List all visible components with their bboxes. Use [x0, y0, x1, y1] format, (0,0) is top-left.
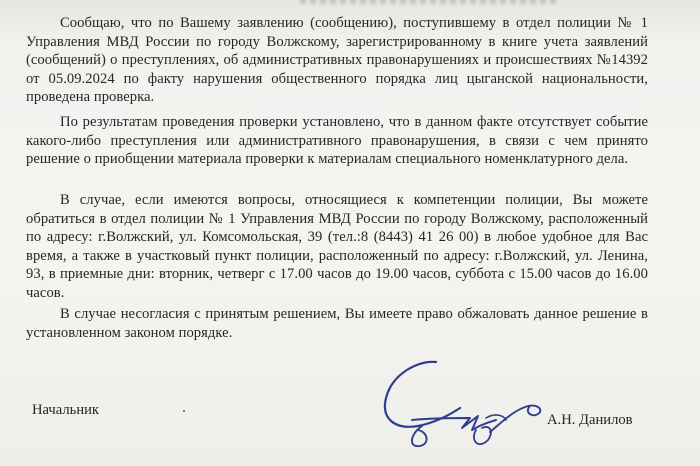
signer-name: А.Н. Данилов: [547, 412, 633, 428]
paragraph-appeal-right: В случае несогласия с принятым решением, Вы имеете право обжаловать данное решение в установленном законом порядке.: [26, 306, 648, 341]
paragraph-findings: По результатам проведения проверки установлено, что в данном факте отсутствует событие какого-либо преступления или административного правонарушения, в связи с чем принято решение о приобщении материала проверки к материалам специального номенклатурного дела.: [26, 114, 648, 168]
previous-page-bleed-through: [300, 0, 560, 4]
paragraph-contacts: В случае, если имеются вопросы, относящиеся к компетенции полиции, Вы можете обратиться в отдел полиции № 1 Управления МВД России по городу Волжскому, расположенный по адресу: г.Волжский, ул. Комсомольская, 39 (тел.:8 (8443) 41 26 00) в любое удобное для Вас время, а также в участковый пункт полиции, расположенный по адресу: г.Волжский, ул. Ленина, 93, в приемные дни: вторник, четверг с 17.00 часов до 19.00 часов, суббота с 15.00 часов до 16.00 часов.: [26, 192, 648, 301]
signer-position: Начальник: [32, 402, 100, 418]
stray-dot: [183, 410, 185, 412]
signature-block: [0, 356, 700, 466]
handwritten-signature: [378, 356, 568, 466]
paragraph-notification: Сообщаю, что по Вашему заявлению (сообщению), поступившему в отдел полиции № 1 Управления МВД России по городу Волжскому, зарегистрированному в книге учета заявлений (сообщений) о преступлениях, об административных правонарушениях и происшествиях №14392 от 05.09.2024 по факту нарушения общественного порядка лиц цыганской национальности, проведена проверка.: [26, 15, 648, 106]
